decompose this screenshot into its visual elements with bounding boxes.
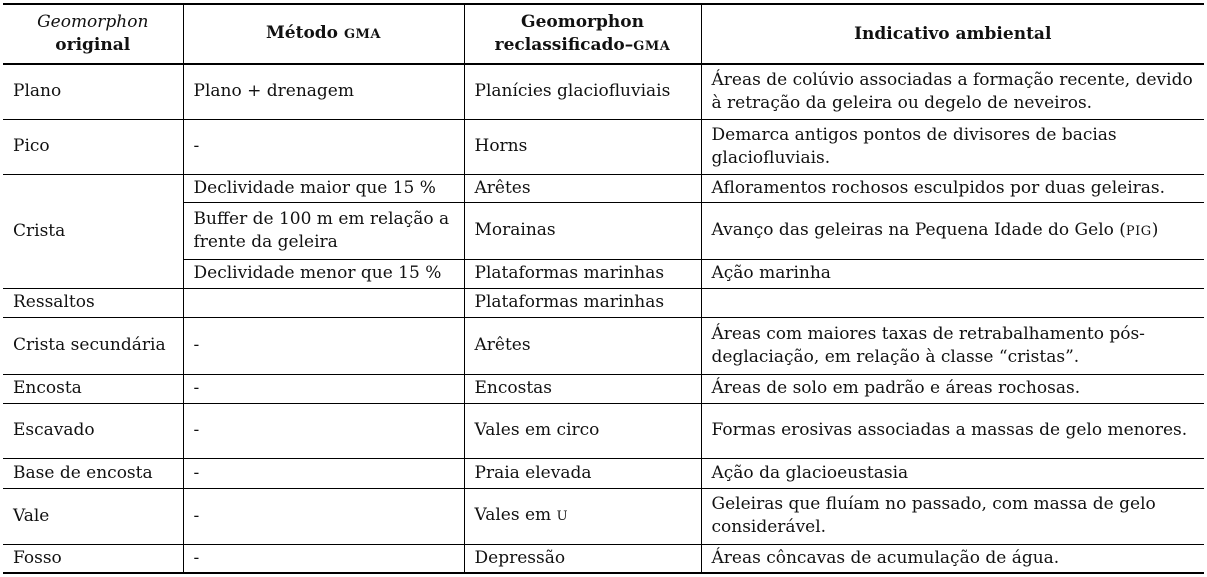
header-geomorphon-word: Geomorphon xyxy=(37,12,149,32)
table-row xyxy=(3,403,1204,458)
table-row xyxy=(3,259,1204,288)
table-row xyxy=(3,64,1204,119)
table-row xyxy=(3,288,1204,317)
indicativo-text: Avanço das geleiras na Pequena Idade do Gelo ( xyxy=(711,219,1126,240)
cell-reclass: Encostas xyxy=(464,374,701,403)
cell-metodo: Plano + drenagem xyxy=(183,64,464,119)
table-row xyxy=(3,458,1204,488)
table-row xyxy=(3,317,1204,374)
cell-metodo: - xyxy=(183,119,464,174)
cell-original: Pico xyxy=(3,119,183,174)
cell-reclass: Arêtes xyxy=(464,174,701,202)
cell-metodo: Buffer de 100 m em relação a frente da geleira xyxy=(183,202,464,259)
header-metodo-abbr: GMA xyxy=(343,27,382,42)
table-container xyxy=(3,3,1204,574)
header-reclass-abbr: GMA xyxy=(633,38,671,54)
cell-original: Crista secundária xyxy=(3,317,183,374)
cell-metodo: - xyxy=(183,403,464,458)
cell-indicativo: Áreas de solo em padrão e áreas rochosas. xyxy=(701,374,1204,403)
cell-indicativo: Ação da glacioeustasia xyxy=(701,458,1204,488)
cell-indicativo: Afloramentos rochosos esculpidos por duas geleiras. xyxy=(701,174,1204,202)
cell-original: Ressaltos xyxy=(3,288,183,317)
cell-original: Fosso xyxy=(3,544,183,573)
cell-metodo: Declividade menor que 15 % xyxy=(183,259,464,288)
cell-original: Encosta xyxy=(3,374,183,403)
cell-indicativo: Formas erosivas associadas a massas de gelo menores. xyxy=(701,403,1204,458)
cell-indicativo: Ação marinha xyxy=(701,259,1204,288)
cell-indicativo: Áreas com maiores taxas de retrabalhamento pós-deglaciação, em relação à classe “cristas”. xyxy=(701,317,1204,374)
table-row xyxy=(3,374,1204,403)
cell-reclass: Planícies glaciofluviais xyxy=(464,64,701,119)
cell-reclass: Horns xyxy=(464,119,701,174)
reclass-text: Vales em xyxy=(474,505,557,525)
cell-reclass xyxy=(464,488,701,544)
reclass-abbr: U xyxy=(556,509,569,524)
cell-reclass: Morainas xyxy=(464,202,701,259)
table-row xyxy=(3,544,1204,573)
header-geomorphon-reclassificado xyxy=(464,4,701,64)
header-metodo-gma xyxy=(183,4,464,64)
cell-metodo: - xyxy=(183,374,464,403)
table-row xyxy=(3,202,1204,259)
cell-metodo: - xyxy=(183,458,464,488)
cell-original: Plano xyxy=(3,64,183,119)
header-geomorphon-original xyxy=(3,4,183,64)
cell-original: Vale xyxy=(3,488,183,544)
cell-indicativo xyxy=(701,202,1204,259)
cell-reclass: Depressão xyxy=(464,544,701,573)
cell-indicativo: Demarca antigos pontos de divisores de bacias glaciofluviais. xyxy=(701,119,1204,174)
cell-original: Escavado xyxy=(3,403,183,458)
header-reclass-line1: Geomorphon xyxy=(521,11,644,32)
indicativo-abbr: PIG xyxy=(1125,223,1152,239)
cell-reclass: Arêtes xyxy=(464,317,701,374)
table-body xyxy=(3,64,1204,573)
cell-metodo xyxy=(183,288,464,317)
cell-indicativo: Áreas de colúvio associadas a formação recente, devido à retração da geleira ou degelo de neveiros. xyxy=(701,64,1204,119)
cell-original: Base de encosta xyxy=(3,458,183,488)
cell-metodo: - xyxy=(183,317,464,374)
cell-original: Crista xyxy=(3,174,183,288)
cell-metodo: - xyxy=(183,544,464,573)
header-reclass-line2: reclassificado– xyxy=(494,34,634,55)
header-original-word: original xyxy=(55,35,131,55)
table-row xyxy=(3,488,1204,544)
cell-reclass: Praia elevada xyxy=(464,458,701,488)
cell-indicativo: Áreas côncavas de acumulação de água. xyxy=(701,544,1204,573)
table-row xyxy=(3,119,1204,174)
header-row xyxy=(3,4,1204,64)
header-indicativo-ambiental: Indicativo ambiental xyxy=(701,4,1204,64)
table-row xyxy=(3,174,1204,202)
geomorphon-classification-table xyxy=(3,3,1204,574)
header-metodo-text: Método xyxy=(265,23,344,43)
cell-indicativo xyxy=(701,288,1204,317)
cell-metodo: Declividade maior que 15 % xyxy=(183,174,464,202)
cell-reclass: Vales em circo xyxy=(464,403,701,458)
cell-reclass: Plataformas marinhas xyxy=(464,288,701,317)
indicativo-close: ) xyxy=(1151,219,1159,240)
cell-indicativo: Geleiras que fluíam no passado, com massa de gelo considerável. xyxy=(701,488,1204,544)
cell-reclass: Plataformas marinhas xyxy=(464,259,701,288)
table-header xyxy=(3,4,1204,64)
cell-metodo: - xyxy=(183,488,464,544)
